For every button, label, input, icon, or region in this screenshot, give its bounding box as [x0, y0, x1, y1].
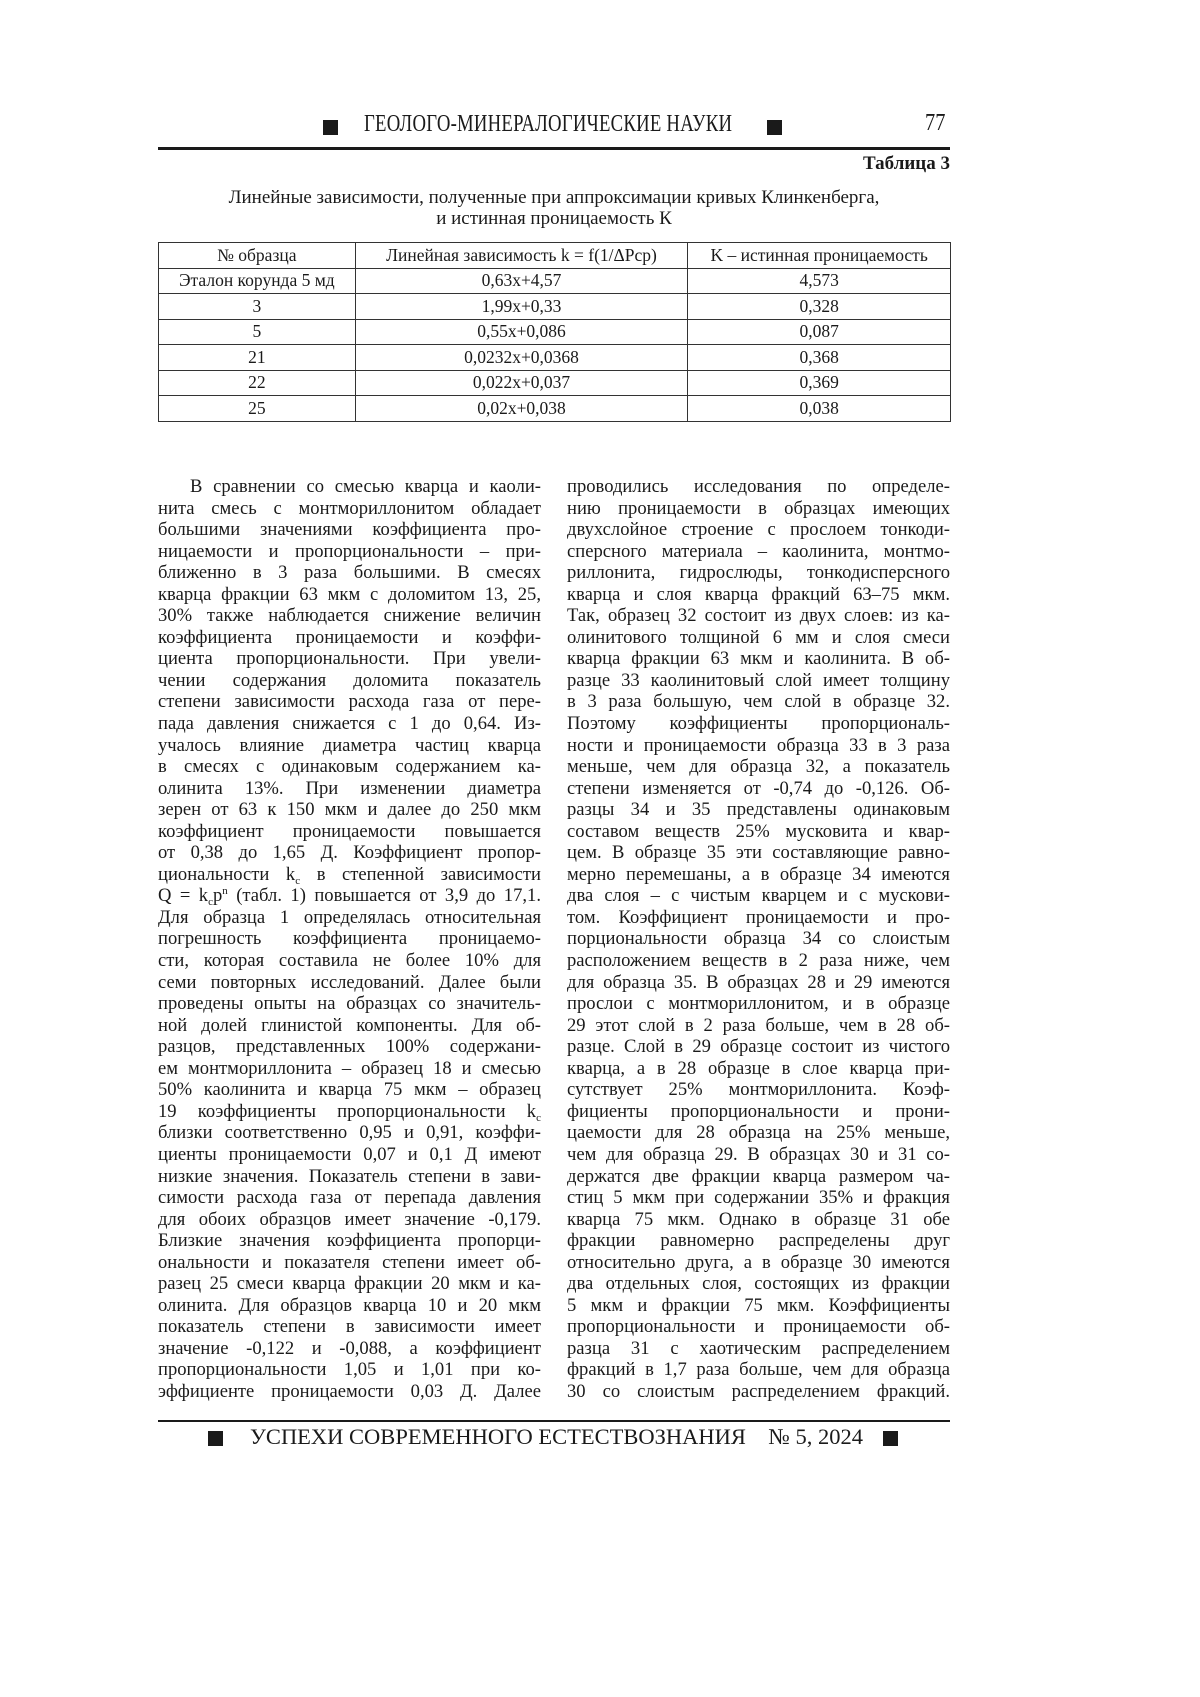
text-line: ности и проницаемости образца 33 в 3 раза — [567, 735, 950, 757]
text-line: расположением веществ в 2 раза ниже, чем — [567, 950, 950, 972]
text-line: симости расхода газа от перепада давления — [158, 1187, 541, 1209]
text-line: мерно перемешаны, а в образце 34 имеются — [567, 864, 950, 886]
text-line: олинита 13%. При изменении диаметра — [158, 778, 541, 800]
text-line: низкие значения. Показатель степени в зави- — [158, 1166, 541, 1188]
subscript: c — [208, 896, 213, 908]
table-cell: 4,573 — [688, 268, 951, 294]
data-table — [158, 242, 951, 422]
text-line: том. Коэффициент проницаемости и про- — [567, 907, 950, 929]
text-line: кварца и слоя кварца фракций 63–75 мкм. — [567, 584, 950, 606]
text-line: коэффициента проницаемости и коэффи- — [158, 627, 541, 649]
table-cell: 0,02x+0,038 — [355, 396, 688, 422]
text-line: значение -0,122 и -0,088, а коэффициент — [158, 1338, 541, 1360]
text-line: для обоих образцов имеет значение -0,179. — [158, 1209, 541, 1231]
text-line: порциональности образца 34 со слоистым — [567, 928, 950, 950]
table-cell: 5 — [159, 319, 356, 345]
text-line: ближенно в 3 раза большими. В смесях — [158, 562, 541, 584]
text-line: циента пропорциональности. При увели- — [158, 648, 541, 670]
text-line: 50% каолинита и кварца 75 мкм – образец — [158, 1079, 541, 1101]
text-line: ем монтмориллонита – образец 18 и смесью — [158, 1058, 541, 1080]
table-cell: 0,368 — [688, 345, 951, 371]
table-cell: 0,087 — [688, 319, 951, 345]
text-line: коэффициент проницаемости повышается — [158, 821, 541, 843]
text-line: риллонита, гидрослюды, тонкодисперсного — [567, 562, 950, 584]
text-line: разцы 34 и 35 представлены одинаковым — [567, 799, 950, 821]
text-segment: в степенной зависимости — [300, 864, 541, 885]
text-line — [158, 864, 541, 886]
text-line: разец 25 смеси кварца фракции 20 мкм и ка- — [158, 1273, 541, 1295]
text-line: сти, которая составила не более 10% для — [158, 950, 541, 972]
text-line: фракций в 1,7 раза больше, чем для образца — [567, 1359, 950, 1381]
text-line: разце. Слой в 29 образце состоит из чистого — [567, 1036, 950, 1058]
text-line: два слоя – с чистым кварцем и с мускови- — [567, 885, 950, 907]
table-header-row — [159, 243, 951, 269]
text-line: степени изменяется от -0,74 до -0,126. Об- — [567, 778, 950, 800]
table-cell: 25 — [159, 396, 356, 422]
table-row — [159, 345, 951, 371]
text-line: олинитового толщиной 6 мм и слоя смеси — [567, 627, 950, 649]
text-line: ной долей глинистой компоненты. Для об- — [158, 1015, 541, 1037]
text-line: погрешность коэффициента проницаемо- — [158, 928, 541, 950]
table-cell: 0,038 — [688, 396, 951, 422]
header-square-left-icon — [323, 120, 338, 135]
text-line: 30% также наблюдается снижение величин — [158, 605, 541, 627]
table-cell: Эталон корунда 5 мд — [159, 268, 356, 294]
text-line: чем для образца 29. В образцах 30 и 31 со- — [567, 1144, 950, 1166]
text-line: 5 мкм и фракции 75 мкм. Коэффициенты — [567, 1295, 950, 1317]
table-cell: 0,55x+0,086 — [355, 319, 688, 345]
text-line: нита смесь с монтмориллонитом обладает — [158, 498, 541, 520]
text-line: относительно друга, а в образце 30 имеются — [567, 1252, 950, 1274]
text-line: сутствует 25% монтмориллонита. Коэф- — [567, 1079, 950, 1101]
text-line: прослои с монтмориллонитом, и в образце — [567, 993, 950, 1015]
subscript: c — [536, 1112, 541, 1124]
table-row — [159, 370, 951, 396]
text-line: двухслойное строение с прослоем тонкоди- — [567, 519, 950, 541]
text-line: пада давления снижается с 1 до 0,64. Из- — [158, 713, 541, 735]
text-line: 30 со слоистым распределением фракций. — [567, 1381, 950, 1403]
text-line: пропорциональности и проницаемости об- — [567, 1316, 950, 1338]
text-line: проводились исследования по определе- — [567, 476, 950, 498]
text-line: разце 33 каолинитовый слой имеет толщину — [567, 670, 950, 692]
text-line: показатель степени в зависимости имеет — [158, 1316, 541, 1338]
right-text-column — [567, 476, 950, 1403]
footer-square-right-icon — [883, 1431, 898, 1446]
footer-square-left-icon — [208, 1431, 223, 1446]
text-line: циенты проницаемости 0,07 и 0,1 Д имеют — [158, 1144, 541, 1166]
text-line: от 0,38 до 1,65 Д. Коэффициент пропор- — [158, 842, 541, 864]
text-line: в 3 раза большую, чем слой в образце 32. — [567, 691, 950, 713]
text-line: кварца фракции 63 мкм и каолинита. В об- — [567, 648, 950, 670]
text-segment: (табл. 1) повышается от 3,9 до 17,1. — [228, 885, 541, 906]
table-label: Таблица 3 — [863, 153, 950, 175]
text-line: чении содержания доломита показатель — [158, 670, 541, 692]
footer-journal — [250, 1424, 863, 1450]
text-line: Близкие значения коэффициента пропорци- — [158, 1230, 541, 1252]
journal-issue: № 5, 2024 — [768, 1424, 863, 1449]
table-row — [159, 294, 951, 320]
table-row — [159, 319, 951, 345]
text-line: нию проницаемости в образцах имеющих — [567, 498, 950, 520]
text-line: в смесях с одинаковым содержанием ка- — [158, 756, 541, 778]
text-line: степени зависимости расхода газа от пере- — [158, 691, 541, 713]
text-line: Поэтому коэффициенты пропорциональ- — [567, 713, 950, 735]
table-cell: 0,369 — [688, 370, 951, 396]
text-line: разца 31 с хаотическим распределением — [567, 1338, 950, 1360]
text-line: учалось влияние диаметра частиц кварца — [158, 735, 541, 757]
text-line: цаемости для 28 образца на 25% меньше, — [567, 1122, 950, 1144]
running-head: ГЕОЛОГО-МИНЕРАЛОГИЧЕСКИЕ НАУКИ — [364, 111, 662, 138]
text-segment: Q = k — [158, 885, 208, 906]
text-line: ональности и показателя степени имеет об- — [158, 1252, 541, 1274]
text-line: кварца фракции 63 мкм с доломитом 13, 25, — [158, 584, 541, 606]
text-line: сперсного материала – каолинита, монтмо- — [567, 541, 950, 563]
text-line: проведены опыты на образцах со значитель- — [158, 993, 541, 1015]
table-caption-line: и истинная проницаемость К — [158, 208, 950, 229]
table-cell: 22 — [159, 370, 356, 396]
text-line: олинита. Для образцов кварца 10 и 20 мкм — [158, 1295, 541, 1317]
text-line: для образца 35. В образцах 28 и 29 имеются — [567, 972, 950, 994]
text-line — [158, 1101, 541, 1123]
text-segment: 19 коэффициенты пропорциональности k — [158, 1101, 536, 1122]
text-line: эффициенте проницаемости 0,03 Д. Далее — [158, 1381, 541, 1403]
table-row — [159, 268, 951, 294]
column-header: № образца — [159, 243, 356, 269]
table-cell: 21 — [159, 345, 356, 371]
left-text-column — [158, 476, 541, 1403]
text-line: цем. В образце 35 эти составляющие равно- — [567, 842, 950, 864]
table-cell: 0,0232x+0,0368 — [355, 345, 688, 371]
text-line: фициенты пропорциональности и прони- — [567, 1101, 950, 1123]
text-line — [158, 885, 541, 907]
table-cell: 0,63x+4,57 — [355, 268, 688, 294]
column-header: Линейная зависимость k = f(1/ΔPср) — [355, 243, 688, 269]
text-line: близки соответственно 0,95 и 0,91, коэффи- — [158, 1122, 541, 1144]
table-cell: 1,99x+0,33 — [355, 294, 688, 320]
table-cell: 0,022x+0,037 — [355, 370, 688, 396]
text-line: меньше, чем для образца 32, а показатель — [567, 756, 950, 778]
text-segment: циональности k — [158, 864, 295, 885]
text-segment: p — [213, 885, 222, 906]
text-line: большими значениями коэффициента про- — [158, 519, 541, 541]
table-cell: 3 — [159, 294, 356, 320]
journal-title: УСПЕХИ СОВРЕМЕННОГО ЕСТЕСТВОЗНАНИЯ — [250, 1424, 746, 1449]
text-line: 29 этот слой в 2 раза больше, чем в 28 об- — [567, 1015, 950, 1037]
text-line: семи повторных исследований. Далее были — [158, 972, 541, 994]
text-line: В сравнении со смесью кварца и каоли- — [158, 476, 541, 498]
table-row — [159, 396, 951, 422]
text-line: Так, образец 32 состоит из двух слоев: из ка- — [567, 605, 950, 627]
header-square-right-icon — [767, 120, 782, 135]
column-header: K – истинная проницаемость — [688, 243, 951, 269]
header-rule — [158, 147, 950, 150]
text-line: кварца 75 мкм. Однако в образце 31 обе — [567, 1209, 950, 1231]
table-caption-line: Линейные зависимости, полученные при аппроксимации кривых Клинкенберга, — [158, 187, 950, 208]
text-line: пропорциональности 1,05 и 1,01 при ко- — [158, 1359, 541, 1381]
text-line: держатся две фракции кварца размером ча- — [567, 1166, 950, 1188]
text-line: составом веществ 25% мусковита и квар- — [567, 821, 950, 843]
text-line: разцов, представленных 100% содержани- — [158, 1036, 541, 1058]
page-number: 77 — [925, 110, 945, 137]
table-cell: 0,328 — [688, 294, 951, 320]
text-line: стиц 5 мкм при содержании 35% и фракция — [567, 1187, 950, 1209]
superscript: n — [222, 885, 228, 897]
text-line: фракции равномерно распределены друг — [567, 1230, 950, 1252]
text-line: зерен от 63 к 150 мкм и далее до 250 мкм — [158, 799, 541, 821]
text-line: Для образца 1 определялась относительная — [158, 907, 541, 929]
text-line: кварца, а в 28 образце в слое кварца при- — [567, 1058, 950, 1080]
footer-rule — [158, 1420, 950, 1422]
subscript: c — [295, 875, 300, 887]
text-line: ницаемости и пропорциональности – при- — [158, 541, 541, 563]
text-line: два отдельных слоя, состоящих из фракции — [567, 1273, 950, 1295]
